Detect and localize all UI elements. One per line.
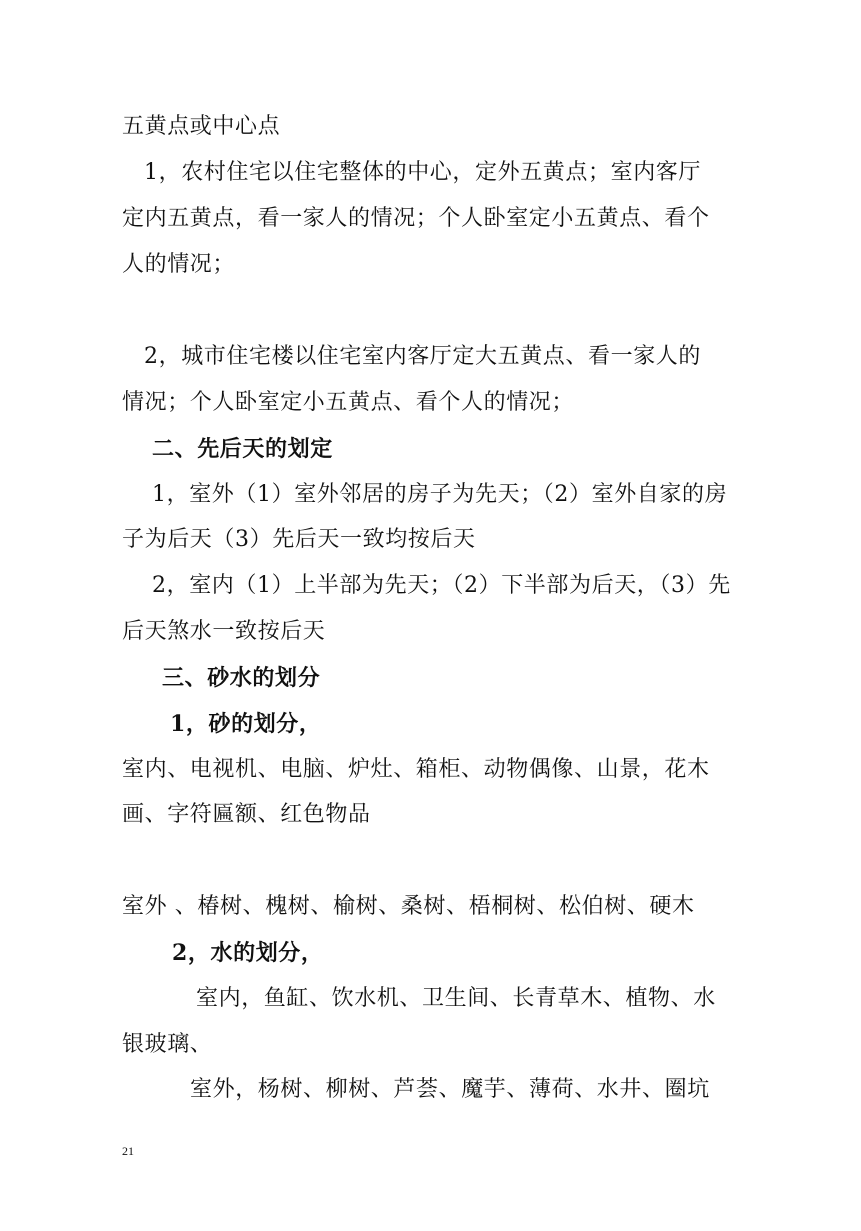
text-line-outdoor-sand: 室外 、椿树、槐树、榆树、桑树、梧桐树、松伯树、硬木 xyxy=(122,894,695,919)
text-line-five-yellow-point: 五黄点或中心点 xyxy=(122,114,281,139)
text-line-outdoor-division: 1，室外（1）室外邻居的房子为先天；（2）室外自家的房 xyxy=(152,482,728,507)
page-number: 21 xyxy=(122,1144,134,1158)
text-line-outdoor-water: 室外，杨树、柳树、芦荟、魔芋、薄荷、水井、圈坑 xyxy=(190,1077,710,1102)
text-line-rural-housing: 1，农村住宅以住宅整体的中心，定外五黄点；室内客厅 xyxy=(144,160,701,185)
subheading-water-division: 2，水的划分， xyxy=(172,940,324,966)
text-line-rural-housing-cont: 定内五黄点，看一家人的情况；个人卧室定小五黄点、看个 xyxy=(122,206,710,231)
text-line-outdoor-division-cont: 子为后天（3）先后天一致均按后天 xyxy=(122,527,476,552)
section-heading-pre-post-heaven: 二、先后天的划定 xyxy=(152,436,333,462)
section-heading-sand-water: 三、砂水的划分 xyxy=(162,665,321,691)
text-line-indoor-water: 室内，鱼缸、饮水机、卫生间、长青草木、植物、水 xyxy=(196,986,716,1011)
text-line-urban-housing-cont: 情况；个人卧室定小五黄点、看个人的情况； xyxy=(122,390,575,415)
text-line-rural-housing-end: 人的情况； xyxy=(122,252,236,277)
text-line-indoor-division: 2，室内（1）上半部为先天；（2）下半部为后天，（3）先 xyxy=(152,573,731,598)
text-line-indoor-sand: 室内、电视机、电脑、炉灶、箱柜、动物偶像、山景，花木 xyxy=(122,757,710,782)
text-line-indoor-division-cont: 后天煞水一致按后天 xyxy=(122,619,326,644)
text-line-urban-housing: 2，城市住宅楼以住宅室内客厅定大五黄点、看一家人的 xyxy=(144,344,701,369)
subheading-sand-division: 1，砂的划分， xyxy=(170,711,322,737)
text-line-indoor-sand-cont: 画、字符匾额、红色物品 xyxy=(122,802,371,827)
text-line-indoor-water-cont: 银玻璃、 xyxy=(122,1032,213,1057)
